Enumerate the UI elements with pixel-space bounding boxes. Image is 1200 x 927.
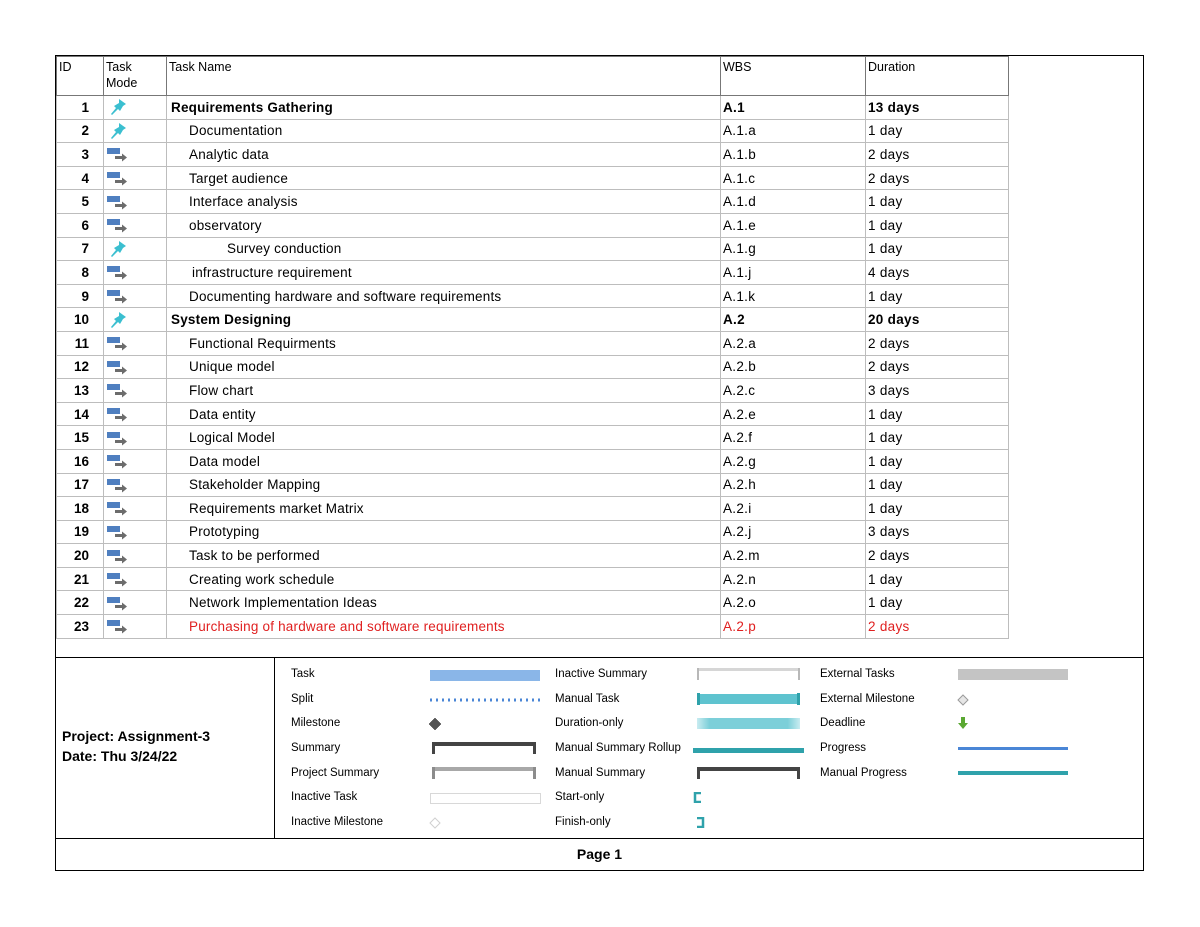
table-row[interactable] (57, 497, 1009, 521)
task-table (56, 56, 1009, 639)
row-task-mode (104, 520, 167, 544)
auto-schedule-icon (106, 358, 128, 376)
row-task-mode (104, 449, 167, 473)
row-task-mode (104, 591, 167, 615)
manual-summary-bracket-symbol (697, 767, 800, 779)
table-header-row (57, 57, 1009, 96)
row-task-name-cell[interactable] (167, 119, 721, 143)
row-wbs[interactable]: A.2.h (721, 473, 866, 497)
auto-schedule-icon (106, 287, 128, 305)
row-id: 5 (57, 190, 104, 214)
row-task-name-cell[interactable] (167, 591, 721, 615)
inactive-summary-bracket-symbol (697, 668, 800, 680)
row-id: 15 (57, 426, 104, 450)
row-wbs[interactable]: A.2.c (721, 379, 866, 403)
header-id[interactable]: ID (57, 57, 104, 96)
row-task-name-cell[interactable] (167, 355, 721, 379)
legend-label-manual-progress: Manual Progress (820, 767, 907, 779)
row-duration[interactable]: 13 days (866, 96, 1009, 120)
row-id: 12 (57, 355, 104, 379)
page-number: Page 1 (576, 846, 623, 862)
row-task-name-cell[interactable] (167, 284, 721, 308)
row-wbs[interactable]: A.2.n (721, 567, 866, 591)
manual-summary-rollup-bar-symbol (693, 748, 804, 753)
table-row[interactable] (57, 308, 1009, 332)
row-duration[interactable]: 1 day (866, 567, 1009, 591)
row-id: 7 (57, 237, 104, 261)
row-id: 18 (57, 497, 104, 521)
project-summary-bracket-symbol (432, 767, 536, 779)
row-task-mode (104, 143, 167, 167)
header-task-name[interactable]: Task Name (167, 57, 721, 96)
row-task-mode (104, 426, 167, 450)
table-row[interactable] (57, 119, 1009, 143)
row-task-name: infrastructure requirement (192, 264, 352, 280)
legend-label-inactive-task: Inactive Task (291, 791, 358, 803)
milestone-diamond-icon (429, 718, 441, 730)
row-task-name-cell[interactable] (167, 379, 721, 403)
table-row[interactable] (57, 544, 1009, 568)
legend-label-inactive-milestone: Inactive Milestone (291, 816, 384, 828)
row-id: 22 (57, 591, 104, 615)
row-duration[interactable]: 2 days (866, 143, 1009, 167)
row-task-name-cell[interactable] (167, 331, 721, 355)
inactive-task-bar-symbol (430, 793, 541, 804)
row-wbs[interactable]: A.1.d (721, 190, 866, 214)
row-task-mode (104, 497, 167, 521)
row-duration[interactable]: 20 days (866, 308, 1009, 332)
row-task-mode (104, 284, 167, 308)
row-task-name-cell[interactable] (167, 143, 721, 167)
row-task-name: System Designing (171, 312, 292, 328)
row-duration[interactable]: 1 day (866, 402, 1009, 426)
summary-bracket-symbol (432, 742, 536, 754)
row-task-name: Requirements Gathering (171, 99, 333, 115)
auto-schedule-icon (106, 617, 128, 635)
row-duration[interactable]: 2 days (866, 331, 1009, 355)
row-task-name-cell[interactable] (167, 520, 721, 544)
auto-schedule-icon (106, 193, 128, 211)
row-id: 14 (57, 402, 104, 426)
table-row[interactable] (57, 143, 1009, 167)
row-task-mode (104, 331, 167, 355)
row-task-mode (104, 355, 167, 379)
row-wbs[interactable]: A.2.j (721, 520, 866, 544)
row-duration[interactable]: 3 days (866, 379, 1009, 403)
row-task-name-cell[interactable] (167, 497, 721, 521)
row-task-name-cell[interactable] (167, 213, 721, 237)
row-task-mode (104, 379, 167, 403)
table-row[interactable] (57, 213, 1009, 237)
row-wbs[interactable]: A.2.a (721, 331, 866, 355)
row-duration[interactable]: 1 day (866, 213, 1009, 237)
row-wbs[interactable]: A.2 (721, 308, 866, 332)
row-task-name-cell[interactable] (167, 473, 721, 497)
row-task-name: Target audience (189, 170, 289, 186)
row-task-name-cell[interactable] (167, 96, 721, 120)
row-duration[interactable]: 1 day (866, 591, 1009, 615)
manual-progress-line-symbol (958, 771, 1068, 775)
start-only-bracket-icon (693, 792, 702, 803)
row-wbs[interactable]: A.1 (721, 96, 866, 120)
auto-schedule-icon (106, 334, 128, 352)
legend-label-manual-summary-rollup: Manual Summary Rollup (555, 742, 681, 754)
row-duration[interactable]: 1 day (866, 119, 1009, 143)
auto-schedule-icon (106, 169, 128, 187)
table-row[interactable] (57, 166, 1009, 190)
row-id: 20 (57, 544, 104, 568)
row-duration[interactable]: 1 day (866, 426, 1009, 450)
split-bar-symbol (430, 697, 540, 703)
row-id: 21 (57, 567, 104, 591)
row-wbs[interactable]: A.1.j (721, 261, 866, 285)
row-wbs[interactable]: A.1.g (721, 237, 866, 261)
row-duration[interactable]: 4 days (866, 261, 1009, 285)
row-task-name-cell[interactable] (167, 166, 721, 190)
row-duration[interactable]: 1 day (866, 190, 1009, 214)
row-task-name-cell[interactable] (167, 615, 721, 639)
row-id: 6 (57, 213, 104, 237)
row-id: 1 (57, 96, 104, 120)
row-task-mode (104, 96, 167, 120)
row-wbs[interactable]: A.2.f (721, 426, 866, 450)
row-task-name-cell[interactable] (167, 402, 721, 426)
table-row[interactable] (57, 449, 1009, 473)
row-task-name: Documenting hardware and software requirements (189, 288, 502, 304)
row-task-name: Survey conduction (227, 241, 342, 257)
row-duration[interactable]: 1 day (866, 284, 1009, 308)
row-task-mode (104, 119, 167, 143)
legend-label-summary: Summary (291, 742, 341, 754)
row-task-name: Analytic data (189, 146, 269, 162)
auto-schedule-icon (106, 216, 128, 234)
task-bar-symbol (430, 670, 540, 681)
row-duration[interactable]: 1 day (866, 497, 1009, 521)
row-task-mode (104, 166, 167, 190)
legend-label-split: Split (291, 693, 314, 705)
row-wbs[interactable]: A.1.c (721, 166, 866, 190)
project-info (56, 658, 275, 839)
row-id: 2 (57, 119, 104, 143)
auto-schedule-icon (106, 405, 128, 423)
row-task-name: Functional Requirments (189, 335, 336, 351)
header-task-mode[interactable]: Task Mode (104, 57, 167, 96)
row-duration[interactable]: 2 days (866, 355, 1009, 379)
table-row[interactable] (57, 426, 1009, 450)
header-duration[interactable]: Duration (866, 57, 1009, 96)
legend-label-manual-summary: Manual Summary (555, 767, 646, 779)
row-wbs[interactable]: A.2.g (721, 449, 866, 473)
auto-schedule-icon (106, 523, 128, 541)
row-id: 23 (57, 615, 104, 639)
row-wbs[interactable]: A.2.o (721, 591, 866, 615)
project-date: Date: Thu 3/24/22 (62, 748, 178, 764)
row-task-name: Purchasing of hardware and software requirements (189, 618, 505, 634)
auto-schedule-icon (106, 476, 128, 494)
table-row[interactable] (57, 567, 1009, 591)
pin-icon (106, 98, 128, 116)
external-task-bar-symbol (958, 669, 1068, 680)
table-row[interactable] (57, 261, 1009, 285)
legend-label-external-milestone: External Milestone (820, 693, 915, 705)
project-name: Project: Assignment-3 (62, 728, 211, 744)
legend-label-finish-only: Finish-only (555, 816, 611, 828)
row-id: 8 (57, 261, 104, 285)
legend-label-milestone: Milestone (291, 717, 341, 729)
finish-only-bracket-icon (696, 817, 705, 828)
row-id: 11 (57, 331, 104, 355)
deadline-arrow-icon (957, 717, 969, 730)
page-frame (55, 55, 1144, 871)
table-row[interactable] (57, 615, 1009, 639)
auto-schedule-icon (106, 570, 128, 588)
row-task-mode (104, 402, 167, 426)
row-id: 4 (57, 166, 104, 190)
header-wbs[interactable]: WBS (721, 57, 866, 96)
row-task-name: Stakeholder Mapping (189, 477, 321, 493)
row-task-mode (104, 237, 167, 261)
table-row[interactable] (57, 591, 1009, 615)
table-row[interactable] (57, 190, 1009, 214)
row-task-mode (104, 308, 167, 332)
auto-schedule-icon (106, 381, 128, 399)
table-row[interactable] (57, 473, 1009, 497)
row-task-mode (104, 190, 167, 214)
row-duration[interactable]: 2 days (866, 615, 1009, 639)
auto-schedule-icon (106, 452, 128, 470)
table-row[interactable] (57, 331, 1009, 355)
row-wbs[interactable]: A.1.e (721, 213, 866, 237)
row-task-name-cell[interactable] (167, 544, 721, 568)
auto-schedule-icon (106, 429, 128, 447)
row-task-name: Requirements market Matrix (189, 500, 364, 516)
row-duration[interactable]: 1 day (866, 473, 1009, 497)
row-task-name-cell[interactable] (167, 261, 721, 285)
legend-label-task: Task (291, 668, 315, 680)
row-task-name-cell[interactable] (167, 449, 721, 473)
row-task-name-cell[interactable] (167, 567, 721, 591)
row-wbs[interactable]: A.2.p (721, 615, 866, 639)
row-id: 16 (57, 449, 104, 473)
row-id: 9 (57, 284, 104, 308)
row-task-name: Task to be performed (189, 548, 320, 564)
table-row[interactable] (57, 355, 1009, 379)
row-task-name: Data model (189, 453, 261, 469)
row-wbs[interactable]: A.2.m (721, 544, 866, 568)
table-row[interactable] (57, 520, 1009, 544)
row-wbs[interactable]: A.1.k (721, 284, 866, 308)
row-wbs[interactable]: A.2.b (721, 355, 866, 379)
row-task-name-cell[interactable] (167, 426, 721, 450)
auto-schedule-icon (106, 547, 128, 565)
row-id: 17 (57, 473, 104, 497)
legend-label-start-only: Start-only (555, 791, 605, 803)
auto-schedule-icon (106, 499, 128, 517)
external-milestone-diamond-icon (957, 694, 969, 706)
legend-label-duration-only: Duration-only (555, 717, 624, 729)
row-task-mode (104, 544, 167, 568)
row-duration[interactable]: 1 day (866, 449, 1009, 473)
pin-icon (106, 122, 128, 140)
row-task-name: Flow chart (189, 382, 254, 398)
row-duration[interactable]: 2 days (866, 544, 1009, 568)
legend-label-deadline: Deadline (820, 717, 866, 729)
row-duration[interactable]: 3 days (866, 520, 1009, 544)
row-id: 10 (57, 308, 104, 332)
row-task-name: Interface analysis (189, 194, 298, 210)
row-task-name: observatory (189, 217, 262, 233)
row-task-name-cell[interactable] (167, 190, 721, 214)
inactive-milestone-diamond-icon (429, 817, 441, 829)
row-task-name: Documentation (189, 123, 283, 139)
legend-label-project-summary: Project Summary (291, 767, 380, 779)
auto-schedule-icon (106, 263, 128, 281)
pin-icon (106, 311, 128, 329)
row-wbs[interactable]: A.1.a (721, 119, 866, 143)
duration-only-bar-symbol (697, 718, 800, 729)
legend-label-external-tasks: External Tasks (820, 668, 895, 680)
row-wbs[interactable]: A.2.e (721, 402, 866, 426)
manual-task-bar-symbol (697, 693, 800, 705)
row-wbs[interactable]: A.2.i (721, 497, 866, 521)
row-id: 19 (57, 520, 104, 544)
auto-schedule-icon (106, 145, 128, 163)
legend-label-manual-task: Manual Task (555, 693, 620, 705)
table-row[interactable] (57, 237, 1009, 261)
table-row[interactable] (57, 96, 1009, 120)
row-task-name: Data entity (189, 406, 256, 422)
row-task-name-cell[interactable] (167, 308, 721, 332)
row-task-name: Creating work schedule (189, 571, 335, 587)
row-duration[interactable]: 2 days (866, 166, 1009, 190)
row-task-name-cell[interactable] (167, 237, 721, 261)
table-row[interactable] (57, 284, 1009, 308)
progress-line-symbol (958, 747, 1068, 750)
table-row[interactable] (57, 402, 1009, 426)
row-wbs[interactable]: A.1.b (721, 143, 866, 167)
row-task-name: Prototyping (189, 524, 260, 540)
row-task-name: Logical Model (189, 430, 275, 446)
row-task-name: Network Implementation Ideas (189, 595, 377, 611)
auto-schedule-icon (106, 594, 128, 612)
row-task-mode (104, 261, 167, 285)
row-task-name: Unique model (189, 359, 275, 375)
row-id: 13 (57, 379, 104, 403)
row-task-mode (104, 615, 167, 639)
table-row[interactable] (57, 379, 1009, 403)
row-duration[interactable]: 1 day (866, 237, 1009, 261)
row-task-mode (104, 213, 167, 237)
row-task-mode (104, 473, 167, 497)
row-task-mode (104, 567, 167, 591)
row-id: 3 (57, 143, 104, 167)
legend-panel (56, 657, 1143, 839)
legend-label-inactive-summary: Inactive Summary (555, 668, 648, 680)
legend-label-progress: Progress (820, 742, 867, 754)
pin-icon (106, 240, 128, 258)
